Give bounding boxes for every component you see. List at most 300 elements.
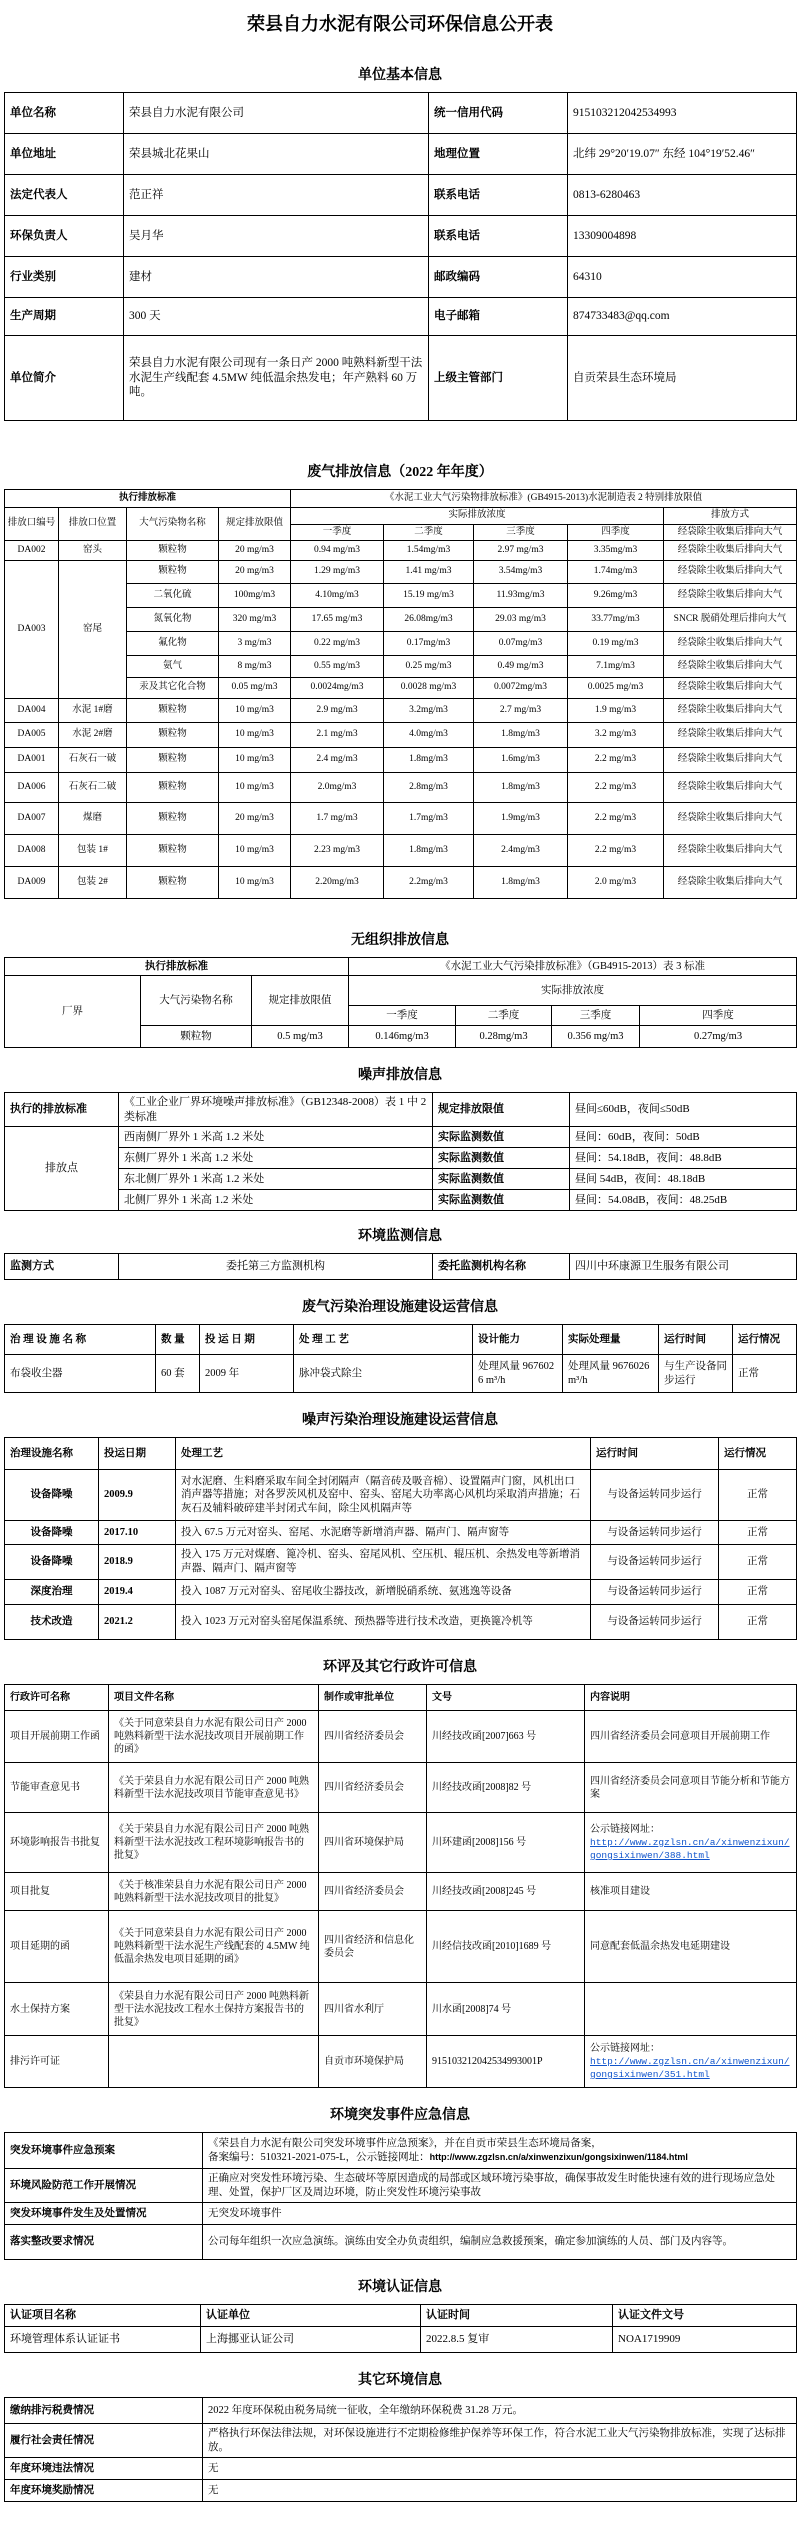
table-row (5, 216, 797, 257)
permit-name: 项目批复 (5, 1873, 109, 1911)
limit-value: 10 mg/m3 (219, 835, 291, 867)
table-row (5, 2225, 797, 2260)
table-row (5, 1873, 797, 1911)
q4-value: 0.27mg/m3 (640, 1026, 797, 1048)
table-row (5, 1148, 797, 1169)
outlet-pos: 石灰石一破 (59, 748, 127, 773)
document-title: 《荣县自力水泥有限公司日产 2000 吨熟料新型干法水泥技改工程水土保持方案报告书的批复》 (109, 1983, 319, 2036)
limit-value: 3 mg/m3 (219, 632, 291, 656)
table-row (5, 1355, 797, 1393)
approval-authority: 四川省经济委员会 (319, 1873, 427, 1911)
row-label: 实际监测数值 (433, 1169, 570, 1190)
operating-status: 正常 (719, 1470, 797, 1521)
row-value: 正确应对突发性环境污染、生态破坏等原因造成的局部或区域环境污染事故，确保事故发生时能快速有效的进行现场应急处理、处置，保护厂区及周边环境，防止突发性环境污染事故 (203, 2169, 797, 2203)
q3-value: 2.4mg/m3 (474, 835, 568, 867)
pollutant: 颗粒物 (127, 723, 219, 748)
table-header-row (5, 976, 797, 1006)
limit-value: 8 mg/m3 (219, 656, 291, 678)
outlet-no: DA004 (5, 699, 59, 723)
col-header: 三季度 (552, 1006, 640, 1026)
operating-status: 正常 (719, 1605, 797, 1640)
row-value: 915103212042534993 (568, 93, 797, 134)
operating-status: 正常 (733, 1355, 797, 1393)
permit-link[interactable]: http://www.zgzlsn.cn/a/xinwenzixun/gongsixinwen/388.html (590, 1836, 790, 1861)
operating-status: 正常 (719, 1545, 797, 1580)
section-title-monitoring: 环境监测信息 (358, 1229, 442, 1244)
row-value: 自贡荣县生态环境局 (568, 336, 797, 421)
method-value: 经袋除尘收集后排向大气 (664, 584, 797, 608)
col-header: 实际排放浓度 (291, 508, 664, 525)
row-value (203, 2133, 797, 2169)
col-header: 设计能力 (473, 1325, 563, 1355)
method-value: 经袋除尘收集后排向大气 (664, 561, 797, 584)
row-value: 四川中环康源卫生服务有限公司 (570, 1254, 797, 1280)
table-row (5, 2169, 797, 2203)
q4-value: 9.26mg/m3 (568, 584, 664, 608)
table-row (5, 1127, 797, 1148)
q2-value: 2.2mg/m3 (384, 867, 474, 899)
q4-value: 7.1mg/m3 (568, 656, 664, 678)
row-label: 邮政编码 (429, 257, 568, 298)
table-row (5, 1190, 797, 1211)
q2-value: 4.0mg/m3 (384, 723, 474, 748)
q2-value: 15.19 mg/m3 (384, 584, 474, 608)
pollutant: 颗粒物 (127, 748, 219, 773)
noise-treatment-table (4, 1437, 797, 1640)
row-label: 实际监测数值 (433, 1127, 570, 1148)
section-title-certification: 环境认证信息 (358, 2280, 442, 2295)
measure-name: 技术改造 (5, 1605, 99, 1640)
row-label: 单位简介 (5, 336, 124, 421)
row-label: 联系电话 (429, 175, 568, 216)
outlet-no: DA008 (5, 835, 59, 867)
measure-name: 深度治理 (5, 1580, 99, 1605)
content-note (585, 1813, 797, 1873)
process: 对水泥磨、生料磨采取车间全封闭隔声（隔音砖及吸音棉）、设置隔声门窗，风机出口消声器等措施；对各罗茨风机及窑中、窑头、窑尾大功率离心风机均采取消声措施；石灰石及辅料破碎建半封闭式车间，除尘风机隔声等 (176, 1470, 591, 1521)
table-row (5, 541, 797, 561)
col-header: 治 理 设 施 名 称 (5, 1325, 156, 1355)
col-header: 处 理 工 艺 (294, 1325, 473, 1355)
row-value: 公司每年组织一次应急演练。演练由安全办负责组织，编制应急救援预案，确定参加演练的人员、部门及内容等。 (203, 2225, 797, 2260)
section-title-other: 其它环境信息 (358, 2373, 442, 2388)
row-value: 荣县城北花果山 (124, 134, 429, 175)
permit-name: 水土保持方案 (5, 1983, 109, 2036)
certifying-body: 上海挪亚认证公司 (201, 2327, 421, 2353)
q3-value: 1.8mg/m3 (474, 867, 568, 899)
col-header: 认证时间 (421, 2305, 613, 2327)
table-header-row (5, 490, 797, 508)
col-header: 排放口位置 (59, 508, 127, 541)
table-row (5, 257, 797, 298)
table-header-row (5, 2305, 797, 2327)
table-row (5, 1254, 797, 1280)
method-value: 经袋除尘收集后排向大气 (664, 835, 797, 867)
certificate-number: NOA1719909 (613, 2327, 797, 2353)
row-value: 874733483@qq.com (568, 298, 797, 336)
col-header: 三季度 (474, 525, 568, 541)
row-label: 统一信用代码 (429, 93, 568, 134)
row-label: 实际监测数值 (433, 1148, 570, 1169)
q3-value: 1.8mg/m3 (474, 773, 568, 803)
limit-value: 昼间≤60dB，夜间≤50dB (570, 1093, 797, 1127)
permit-name: 项目开展前期工作函 (5, 1711, 109, 1763)
row-value: 13309004898 (568, 216, 797, 257)
document-title: 《关于同意荣县自力水泥有限公司日产 2000 吨熟料新型干法水泥技改项目开展前期工作的函》 (109, 1711, 319, 1763)
outlet-no: DA003 (5, 561, 59, 699)
row-value: 北纬 29°20′19.07″ 东经 104°19′52.46″ (568, 134, 797, 175)
table-row (5, 1169, 797, 1190)
table-header-row (5, 958, 797, 976)
q1-value: 0.0024mg/m3 (291, 678, 384, 699)
emergency-link[interactable]: http://www.zgzlsn.cn/a/xinwenzixun/gongsixinwen/1184.html (429, 2151, 688, 2162)
col-header: 大气污染物名称 (127, 508, 219, 541)
q2-value: 3.2mg/m3 (384, 699, 474, 723)
q4-value: 2.2 mg/m3 (568, 773, 664, 803)
row-label: 规定排放限值 (433, 1093, 570, 1127)
col-header: 投运日期 (99, 1438, 176, 1470)
permits-table (4, 1684, 797, 2088)
emergency-table (4, 2132, 797, 2260)
col-header: 经袋除尘收集后排向大气 (664, 525, 797, 541)
table-row (5, 1521, 797, 1545)
commission-date: 2017.10 (99, 1521, 176, 1545)
section-title-gas-treatment: 废气污染治理设施建设运营信息 (302, 1300, 498, 1315)
row-label: 监测方式 (5, 1254, 119, 1280)
limit-value: 20 mg/m3 (219, 561, 291, 584)
pollutant: 二氧化硫 (127, 584, 219, 608)
method-value: 经袋除尘收集后排向大气 (664, 723, 797, 748)
row-label: 实际监测数值 (433, 1190, 570, 1211)
approval-authority: 四川省经济和信息化委员会 (319, 1911, 427, 1983)
outlet-no: DA009 (5, 867, 59, 899)
col-header: 四季度 (640, 1006, 797, 1026)
outlet-no: DA001 (5, 748, 59, 773)
row-label: 年度环境违法情况 (5, 2458, 203, 2480)
table-header-row (5, 1685, 797, 1711)
pollutant: 氟化物 (127, 632, 219, 656)
q4-value: 1.9 mg/m3 (568, 699, 664, 723)
table-row (5, 1983, 797, 2036)
method-value: 经袋除尘收集后排向大气 (664, 699, 797, 723)
q2-value: 1.8mg/m3 (384, 835, 474, 867)
row-label: 突发环境事件应急预案 (5, 2133, 203, 2169)
row-label: 上级主管部门 (429, 336, 568, 421)
col-header: 规定排放限值 (252, 976, 349, 1026)
basic-info-table (4, 92, 797, 421)
col-header: 认证项目名称 (5, 2305, 201, 2327)
q3-value: 2.7 mg/m3 (474, 699, 568, 723)
location: 西南侧厂界外 1 米高 1.2 米处 (119, 1127, 433, 1148)
col-header: 项目文件名称 (109, 1685, 319, 1711)
approval-authority: 自贡市环境保护局 (319, 2036, 427, 2088)
limit-value: 0.05 mg/m3 (219, 678, 291, 699)
col-header: 实际排放浓度 (349, 976, 797, 1006)
approval-authority: 四川省经济委员会 (319, 1763, 427, 1813)
operating-time: 与生产设备同步运行 (659, 1355, 733, 1393)
limit-value: 10 mg/m3 (219, 867, 291, 899)
q3-value: 2.97 mg/m3 (474, 541, 568, 561)
row-label: 环境风险防范工作开展情况 (5, 2169, 203, 2203)
document-number: 川经技改函[2007]663 号 (427, 1711, 585, 1763)
section-title-basic-info: 单位基本信息 (358, 68, 442, 83)
location: 东侧厂界外 1 米高 1.2 米处 (119, 1148, 433, 1169)
point-label: 排放点 (5, 1127, 119, 1211)
table-row (5, 835, 797, 867)
col-header: 认证文件文号 (613, 2305, 797, 2327)
commission-date: 2019.4 (99, 1580, 176, 1605)
q3-value: 0.49 mg/m3 (474, 656, 568, 678)
row-value: 2022 年度环保税由税务局统一征收，全年缴纳环保税费 31.28 万元。 (203, 2398, 797, 2424)
row-value: 无 (203, 2480, 797, 2502)
measure-name: 设备降噪 (5, 1470, 99, 1521)
limit-value: 320 mg/m3 (219, 608, 291, 632)
certification-date: 2022.8.5 复审 (421, 2327, 613, 2353)
col-header: 实际处理量 (563, 1325, 659, 1355)
row-value: 无 (203, 2458, 797, 2480)
q1-value: 2.23 mg/m3 (291, 835, 384, 867)
table-row (5, 561, 797, 584)
process: 投入 1087 万元对窑头、窑尾收尘器技改，新增脱硝系统、氨逃逸等设备 (176, 1580, 591, 1605)
q4-value: 3.35mg/m3 (568, 541, 664, 561)
table-row (5, 803, 797, 835)
row-value: 委托第三方监测机构 (119, 1254, 433, 1280)
process: 脉冲袋式除尘 (294, 1355, 473, 1393)
method-value: 经袋除尘收集后排向大气 (664, 678, 797, 699)
table-row (5, 867, 797, 899)
row-label: 缴纳排污税费情况 (5, 2398, 203, 2424)
operating-time: 与设备运转同步运行 (591, 1470, 719, 1521)
table-row (5, 2398, 797, 2424)
q3-value: 0.356 mg/m3 (552, 1026, 640, 1048)
q4-value: 0.19 mg/m3 (568, 632, 664, 656)
method-value: 经袋除尘收集后排向大气 (664, 541, 797, 561)
q2-value: 1.7mg/m3 (384, 803, 474, 835)
link-caption: 公示链接网址： (590, 1823, 660, 1835)
document-number: 915103212042534993001P (427, 2036, 585, 2088)
pollutant: 颗粒物 (127, 867, 219, 899)
approval-authority: 四川省环境保护局 (319, 1813, 427, 1873)
content-note: 同意配套低温余热发电延期建设 (585, 1911, 797, 1983)
row-label: 电子邮箱 (429, 298, 568, 336)
outlet-pos: 包装 2# (59, 867, 127, 899)
other-info-table (4, 2397, 797, 2502)
noise-table (4, 1092, 797, 1211)
row-value: 64310 (568, 257, 797, 298)
facility-name: 布袋收尘器 (5, 1355, 156, 1393)
row-label: 生产周期 (5, 298, 124, 336)
operating-status: 正常 (719, 1580, 797, 1605)
row-label: 行业类别 (5, 257, 124, 298)
q1-value: 2.4 mg/m3 (291, 748, 384, 773)
q4-value: 2.2 mg/m3 (568, 835, 664, 867)
row-value: 荣县自力水泥有限公司 (124, 93, 429, 134)
col-header: 运行时间 (659, 1325, 733, 1355)
col-header: 规定排放限值 (219, 508, 291, 541)
measure-name: 设备降噪 (5, 1545, 99, 1580)
outlet-pos: 水泥 1#磨 (59, 699, 127, 723)
limit-value: 100mg/m3 (219, 584, 291, 608)
table-row (5, 2133, 797, 2169)
q1-value: 2.1 mg/m3 (291, 723, 384, 748)
table-row (5, 175, 797, 216)
q3-value: 29.03 mg/m3 (474, 608, 568, 632)
q3-value: 1.9mg/m3 (474, 803, 568, 835)
row-value: 严格执行环保法律法规，对环保设施进行不定期检修维护保养等环保工作，符合水泥工业大气污染物排放标准，实现了达标排放。 (203, 2424, 797, 2458)
document-title (109, 2036, 319, 2088)
content-note (585, 2036, 797, 2088)
pollutant: 氮氧化物 (127, 608, 219, 632)
table-header-row (5, 508, 797, 525)
q1-value: 0.55 mg/m3 (291, 656, 384, 678)
q3-value: 1.6mg/m3 (474, 748, 568, 773)
q3-value: 0.07mg/m3 (474, 632, 568, 656)
content-note: 四川省经济委员会同意项目开展前期工作 (585, 1711, 797, 1763)
permit-name: 项目延期的函 (5, 1911, 109, 1983)
commission-date: 2009.9 (99, 1470, 176, 1521)
outlet-no: DA006 (5, 773, 59, 803)
row-label: 单位地址 (5, 134, 124, 175)
design-capacity: 处理风量 9676026 m³/h (473, 1355, 563, 1393)
row-label: 落实整改要求情况 (5, 2225, 203, 2260)
measured-value: 昼间：54.18dB，夜间：48.8dB (570, 1148, 797, 1169)
q4-value: 2.2 mg/m3 (568, 748, 664, 773)
location: 东北侧厂界外 1 米高 1.2 米处 (119, 1169, 433, 1190)
process: 投入 1023 万元对窑头窑尾保温系统、预热器等进行技术改造，更换篦冷机等 (176, 1605, 591, 1640)
q3-value: 11.93mg/m3 (474, 584, 568, 608)
col-header: 二季度 (384, 525, 474, 541)
limit-value: 10 mg/m3 (219, 773, 291, 803)
q2-value: 1.8mg/m3 (384, 748, 474, 773)
row-label: 履行社会责任情况 (5, 2424, 203, 2458)
q3-value: 0.0072mg/m3 (474, 678, 568, 699)
table-row (5, 2424, 797, 2458)
row-value: 建材 (124, 257, 429, 298)
standard-name: 《水泥工业大气污染物排放标准》(GB4915-2013)水泥制造表 2 特别排放限值 (291, 490, 797, 508)
emergency-plan-line1: 《荣县自力水泥有限公司突发环境事件应急预案》，并在自贡市荣县生态环境局备案， (208, 2137, 602, 2149)
quantity: 60 套 (156, 1355, 200, 1393)
col-header: 一季度 (291, 525, 384, 541)
approval-authority: 四川省水利厅 (319, 1983, 427, 2036)
permit-name: 排污许可证 (5, 2036, 109, 2088)
q1-value: 17.65 mg/m3 (291, 608, 384, 632)
row-label: 地理位置 (429, 134, 568, 175)
method-value: SNCR 脱硝处理后排向大气 (664, 608, 797, 632)
table-row (5, 1093, 797, 1127)
col-header: 运行情况 (719, 1438, 797, 1470)
standard-name: 《工业企业厂界环境噪声排放标准》（GB12348-2008）表 1 中 2 类标准 (119, 1093, 433, 1127)
outlet-no: DA007 (5, 803, 59, 835)
section-title-waste-gas: 废气排放信息（2022 年年度） (307, 465, 493, 480)
col-header: 大气污染物名称 (141, 976, 252, 1026)
pollutant: 颗粒物 (127, 773, 219, 803)
location: 北侧厂界外 1 米高 1.2 米处 (119, 1190, 433, 1211)
table-row (5, 723, 797, 748)
pollutant: 颗粒物 (127, 561, 219, 584)
col-header: 处理工艺 (176, 1438, 591, 1470)
q2-value: 0.0028 mg/m3 (384, 678, 474, 699)
measure-name: 设备降噪 (5, 1521, 99, 1545)
col-header: 行政许可名称 (5, 1685, 109, 1711)
process: 投入 175 万元对煤磨、篦冷机、窑头、窑尾风机、空压机、辊压机、余热发电等新增消声器、隔声门、隔声窗等 (176, 1545, 591, 1580)
q2-value: 1.41 mg/m3 (384, 561, 474, 584)
measured-value: 昼间：60dB，夜间：50dB (570, 1127, 797, 1148)
q1-value: 0.146mg/m3 (349, 1026, 456, 1048)
pollutant: 氨气 (127, 656, 219, 678)
row-label: 法定代表人 (5, 175, 124, 216)
certification-table (4, 2304, 797, 2353)
q4-value: 3.2 mg/m3 (568, 723, 664, 748)
table-row (5, 2036, 797, 2088)
row-value: 荣县自力水泥有限公司现有一条日产 2000 吨熟料新型干法水泥生产线配套 4.5MW 纯低温余热发电；年产熟料 60 万吨。 (124, 336, 429, 421)
col-header: 一季度 (349, 1006, 456, 1026)
measured-value: 昼间 54dB，夜间：48.18dB (570, 1169, 797, 1190)
operating-time: 与设备运转同步运行 (591, 1605, 719, 1640)
emergency-plan-caption: 备案编号：510321-2021-075-L，公示链接网址： (208, 2151, 430, 2163)
outlet-pos: 水泥 2#磨 (59, 723, 127, 748)
document-title: 《关于荣县自力水泥有限公司日产 2000 吨熟料新型干法水泥技改项目节能审查意见书》 (109, 1763, 319, 1813)
col-header: 内容说明 (585, 1685, 797, 1711)
page-title: 荣县自力水泥有限公司环保信息公开表 (247, 14, 553, 34)
q1-value: 1.29 mg/m3 (291, 561, 384, 584)
outlet-no: DA005 (5, 723, 59, 748)
waste-gas-table (4, 489, 797, 899)
limit-value: 0.5 mg/m3 (252, 1026, 349, 1048)
row-value: 范正祥 (124, 175, 429, 216)
operating-time: 与设备运转同步运行 (591, 1580, 719, 1605)
document-number: 川水函[2008]74 号 (427, 1983, 585, 2036)
process: 投入 67.5 万元对窑头、窑尾、水泥磨等新增消声器、隔声门、隔声窗等 (176, 1521, 591, 1545)
q1-value: 2.9 mg/m3 (291, 699, 384, 723)
pollutant: 颗粒物 (127, 699, 219, 723)
document-number: 川经技改函[2008]245 号 (427, 1873, 585, 1911)
q2-value: 26.08mg/m3 (384, 608, 474, 632)
method-value: 经袋除尘收集后排向大气 (664, 773, 797, 803)
table-row (5, 1470, 797, 1521)
table-row (5, 336, 797, 421)
measured-value: 昼间：54.08dB，夜间：48.25dB (570, 1190, 797, 1211)
q4-value: 2.0 mg/m3 (568, 867, 664, 899)
col-header: 文号 (427, 1685, 585, 1711)
limit-value: 10 mg/m3 (219, 723, 291, 748)
permit-name: 环境影响报告书批复 (5, 1813, 109, 1873)
outlet-pos: 包装 1# (59, 835, 127, 867)
q2-value: 2.8mg/m3 (384, 773, 474, 803)
outlet-pos: 煤磨 (59, 803, 127, 835)
row-label: 执行的排放标准 (5, 1093, 119, 1127)
table-row (5, 1763, 797, 1813)
q4-value: 1.74mg/m3 (568, 561, 664, 584)
outlet-pos: 石灰石二破 (59, 773, 127, 803)
table-row (5, 298, 797, 336)
row-value: 0813-6280463 (568, 175, 797, 216)
limit-value: 20 mg/m3 (219, 803, 291, 835)
section-title-noise-treatment: 噪声污染治理设施建设运营信息 (302, 1413, 498, 1428)
operating-time: 与设备运转同步运行 (591, 1545, 719, 1580)
limit-value: 10 mg/m3 (219, 748, 291, 773)
table-row (5, 1605, 797, 1640)
method-value: 经袋除尘收集后排向大气 (664, 656, 797, 678)
table-header-row (5, 1325, 797, 1355)
table-row (5, 748, 797, 773)
method-value: 经袋除尘收集后排向大气 (664, 867, 797, 899)
monitoring-table (4, 1253, 797, 1280)
permit-link[interactable]: http://www.zgzlsn.cn/a/xinwenzixun/gongsixinwen/351.html (590, 2055, 790, 2080)
limit-value: 20 mg/m3 (219, 541, 291, 561)
table-row (5, 1813, 797, 1873)
link-caption: 公示链接网址： (590, 2042, 660, 2054)
q1-value: 2.0mg/m3 (291, 773, 384, 803)
gas-treatment-table (4, 1324, 797, 1393)
